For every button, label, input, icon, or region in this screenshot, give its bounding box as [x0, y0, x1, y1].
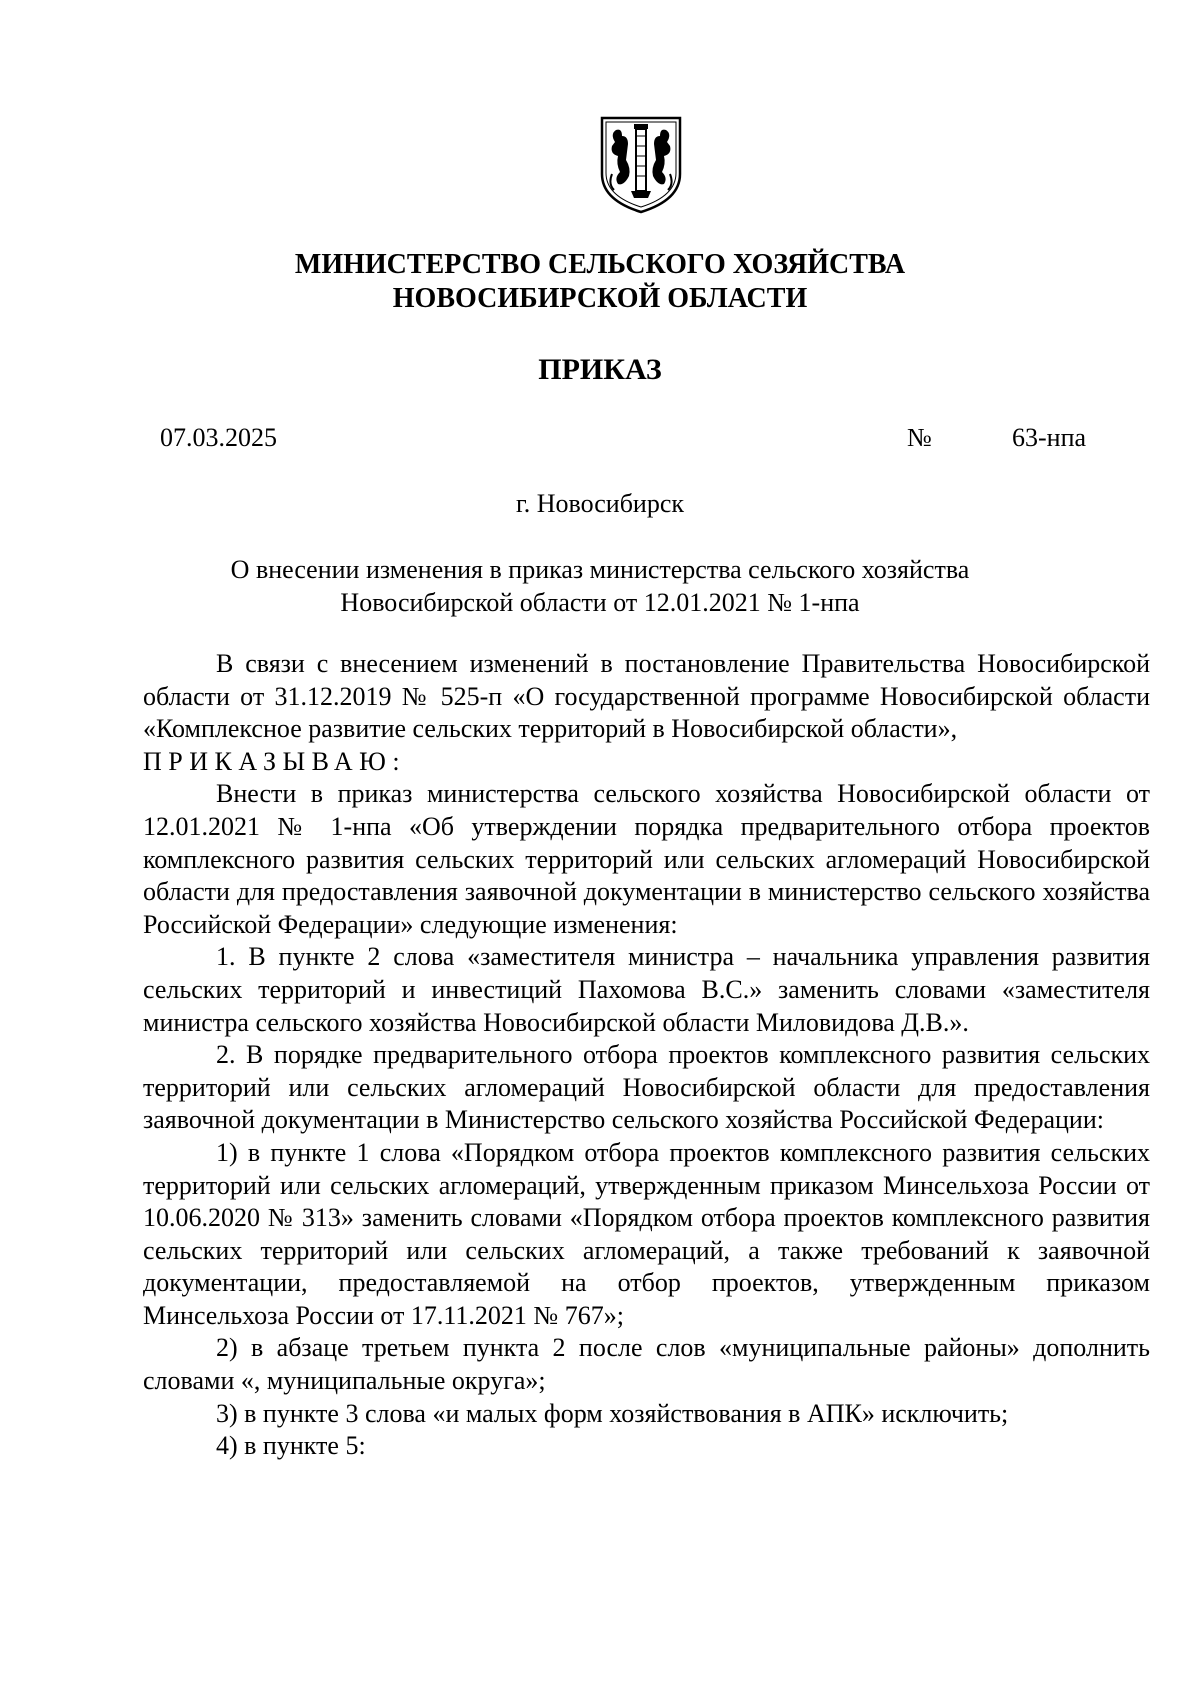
document-type: ПРИКАЗ	[538, 353, 662, 386]
subitem-4-paragraph: 4) в пункте 5:	[216, 1431, 366, 1461]
number-sign: №	[907, 423, 932, 452]
intro-paragraph: Внести в приказ министерства сельского хозяйства Новосибирской области от 12.01.2021 № 1-нпа «Об утверждении порядка предварительного отбора проектов комплексного развития сельских территорий или сельских агломераций Новосибирской области для предоставления заявочной документации в министерство сельского хозяйства Российской Федерации» следующие изменения:	[143, 779, 1150, 939]
ministry-name	[0, 248, 1200, 316]
preamble-paragraph: В связи с внесением изменений в постановление Правительства Новосибирской области от 31.12.2019 № 525-п «О государственной программе Новосибирской области «Комплексное развитие сельских территорий в Новосибирской области»,	[143, 649, 1150, 744]
subject-line1: О внесении изменения в приказ министерства сельского хозяйства	[230, 555, 970, 584]
item-2-paragraph: 2. В порядке предварительного отбора проектов комплексного развития сельских территорий или сельских агломераций Новосибирской области для предоставления заявочной документации в Министерство сельского хозяйства Российской Федерации:	[143, 1040, 1150, 1135]
subitem-2-paragraph: 2) в абзаце третьем пункта 2 после слов «муниципальные районы» дополнить словами «, муниципальные округа»;	[143, 1333, 1150, 1396]
city: г. Новосибирск	[515, 489, 685, 518]
document-subject	[0, 553, 1200, 619]
subitem-1-paragraph: 1) в пункте 1 слова «Порядком отбора проектов комплексного развития сельских территорий или сельских агломераций, утвержденным приказом Минсельхоза России от 10.06.2020 № 313» заменить словами «Порядком отбора проектов комплексного развития сельских территорий или сельских агломераций, а также требований к заявочной документации, предоставляемой на отбор проектов, утвержденным приказом Минсельхоза России от 17.11.2021 № 767»;	[143, 1137, 1150, 1330]
ministry-name-line2: НОВОСИБИРСКОЙ ОБЛАСТИ	[392, 283, 808, 314]
ministry-name-line1: МИНИСТЕРСТВО СЕЛЬСКОГО ХОЗЯЙСТВА	[294, 249, 906, 280]
document-number: 63-нпа	[1012, 423, 1087, 452]
subject-line2: Новосибирской области от 12.01.2021 № 1-нпа	[340, 588, 860, 617]
subitem-3-paragraph: 3) в пункте 3 слова «и малых форм хозяйствования в АПК» исключить;	[216, 1398, 1009, 1428]
decree-word: ПРИКАЗЫВАЮ:	[143, 746, 407, 776]
document-body	[143, 648, 1150, 1463]
item-1-paragraph: 1. В пункте 2 слова «заместителя министра – начальника управления развития сельских территорий и инвестиций Пахомова В.С.» заменить словами «заместителя министра сельского хозяйства Новосибирской области Миловидова Д.В.».	[143, 942, 1150, 1037]
coat-of-arms-icon	[598, 112, 684, 216]
document-date: 07.03.2025	[160, 423, 277, 452]
